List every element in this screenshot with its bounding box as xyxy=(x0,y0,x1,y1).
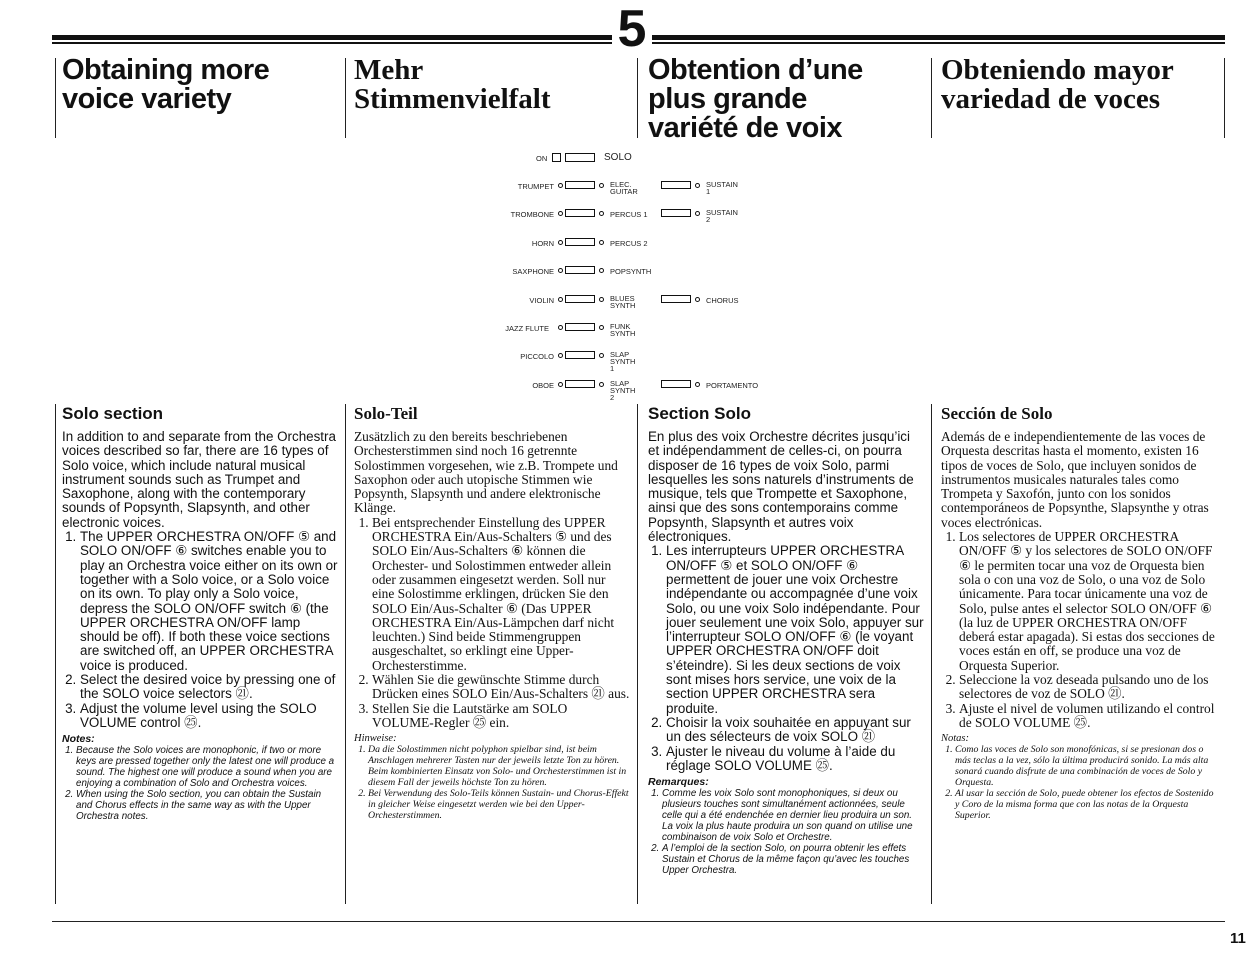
indicator-lamp xyxy=(695,211,700,216)
voice-label: TRUMPET xyxy=(517,182,554,191)
notes-heading: Notes: xyxy=(62,733,95,746)
voice-switch xyxy=(565,266,595,274)
step-item: 1. Les interrupteurs UPPER ORCHESTRA ON/OFF ⑤ et SOLO ON/OFF ⑥ permettent de jouer une voix Orchestre indépendante ou accompagnée d’une voix Solo, ou une voix Solo indépendante. Pour jouer seulement une voix Solo, appuyer sur l’interrupteur SOLO ON/OFF ⑥ (le voyant UPPER ORCHESTRA ON/OFF doit s’éteindre). Si les deux sections de voix sont mises hors service, une voix de la section UPPER ORCHESTRA sera produite. xyxy=(666,544,924,716)
steps-list xyxy=(941,530,1217,730)
step-item: 3. Stellen Sie die Lautstärke am SOLO VOLUME-Regler ㉕ ein. xyxy=(372,702,630,731)
step-item: 2. Select the desired voice by pressing one of the SOLO voice selectors ㉑. xyxy=(80,673,338,702)
voice-label: PICCOLO xyxy=(520,352,554,361)
note-item: 2. Bei Verwendung des Solo-Teils können Sustain- und Chorus-Effekt in gleicher Weise eingesetzt werden wie bei den Upper-Orchesterstimmen. xyxy=(368,788,630,821)
step-item: 1. Bei entsprechender Einstellung des UPPER ORCHESTRA Ein/Aus-Schalters ⑤ und des SOLO Ein/Aus-Schalters ⑥ können die Orchester- und Solostimmen entweder allein oder zusammen eingesetzt werden. Soll nur eine Solostimme erklingen, drücken Sie den SOLO Ein/Aus-Schalter ⑥ (Das UPPER ORCHESTRA Ein/Aus-Lämpchen darf nicht leuchten.) Sind beide Stimmengruppen ausgeschaltet, so erklingt eine Upper-Orchesterstimme. xyxy=(372,516,630,673)
title-line: Mehr xyxy=(354,54,424,86)
voice-label: OBOE xyxy=(532,381,554,390)
note-item: 2. Al usar la sección de Solo, puede obtener los efectos de Sostenido y Coro de la misma forma que con las notas de la Orquesta Superior. xyxy=(955,788,1217,821)
voice-label: BLUES SYNTH xyxy=(610,294,636,310)
voice-label: PERCUS 1 xyxy=(610,210,648,219)
section-heading: Solo-Teil xyxy=(354,404,418,423)
indicator-lamp xyxy=(695,183,700,188)
step-item: 3. Ajuste el nivel de volumen utilizando el control de SOLO VOLUME ㉕. xyxy=(959,702,1217,731)
effect-switch xyxy=(661,380,691,388)
column-fr xyxy=(648,404,924,876)
note-item: 1. Como las voces de Solo son monofónicas, si se presionan dos o más teclas a la vez, sólo la última producirá sonido. La más alta sonará cuando disfrute de una combinación de voces de Solo y Orquesta. xyxy=(955,744,1217,788)
title-line: voice variety xyxy=(62,83,232,115)
voice-switch xyxy=(565,351,595,359)
voice-label: PERCUS 2 xyxy=(610,239,648,248)
on-indicator xyxy=(552,153,561,162)
title-line: plus grande xyxy=(648,83,807,115)
section-heading: Sección de Solo xyxy=(941,404,1053,423)
notes-heading: Remarques: xyxy=(648,776,709,789)
effect-switch xyxy=(661,295,691,303)
notes-heading: Hinweise: xyxy=(354,733,397,745)
steps-list xyxy=(648,544,924,773)
note-item: 1. Comme les voix Solo sont monophoniques, si deux ou plusieurs touches sont simultanément actionnées, seule celle qui a été endenchée en dernier lieu produira un son. La voix la plus haute produira un son quand on utilise une combinaison de voix Solo et Orchestre. xyxy=(662,788,924,843)
indicator-lamp xyxy=(558,211,563,216)
voice-label: POPSYNTH xyxy=(610,267,652,276)
notes xyxy=(941,733,1217,821)
title-line: Obteniendo mayor xyxy=(941,54,1174,86)
effect-label: PORTAMENTO xyxy=(706,381,759,390)
voice-switch xyxy=(565,238,595,246)
effect-label: SUSTAIN 1 xyxy=(706,180,738,196)
title-es xyxy=(941,56,1221,114)
step-item: 1. The UPPER ORCHESTRA ON/OFF ⑤ and SOLO ON/OFF ⑥ switches enable you to play an Orchestra voice either on its own or together with a Solo voice, or a Solo voice on its own. To play only a Solo voice, depress the SOLO ON/OFF switch ⑥ (the UPPER ORCHESTRA ON/OFF lamp should be off). If both these voice sections are switched off, an UPPER ORCHESTRA voice is produced. xyxy=(80,530,338,673)
section-heading: Solo section xyxy=(62,404,164,423)
title-line: Obtention d’une xyxy=(648,54,863,86)
section-heading: Section Solo xyxy=(648,404,751,423)
column-rule xyxy=(55,58,56,138)
indicator-lamp xyxy=(695,297,700,302)
indicator-lamp xyxy=(599,240,604,245)
notes xyxy=(62,733,338,822)
effect-label: CHORUS xyxy=(706,296,739,305)
column-rule xyxy=(637,404,638,904)
voice-label: HORN xyxy=(531,239,554,248)
indicator-lamp xyxy=(599,325,604,330)
on-label: ON xyxy=(536,154,548,163)
note-item: 2. A l’emploi de la section Solo, on pourra obtenir les effets Sustain et Chorus de la même façon qu’avec les touches Upper Orchestra. xyxy=(662,843,924,876)
solo-label: SOLO xyxy=(604,152,632,163)
intro-text: Además de e independientemente de las voces de Orquesta descritas hasta el momento, existen 16 tipos de voces de Solo, que incluyen sonidos de instrumentos musicales naturales tales como Trompeta y Saxofón, junto con los sonidos contemporáneos de Popsynthe, Slapsynthe y otras voces electrónicas. xyxy=(941,429,1209,530)
note-item: 1. Because the Solo voices are monophonic, if two or more keys are pressed together only the latest one will produce a sound. The highest one will produce a sound when you are enjoying a combination of Solo and Orchestra voices. xyxy=(76,745,338,789)
step-item: 2. Choisir la voix souhaitée en appuyant sur un des sélecteurs de voix SOLO ㉑ xyxy=(666,716,924,745)
indicator-lamp xyxy=(558,268,563,273)
voice-label: TROMBONE xyxy=(510,210,554,219)
voice-switch xyxy=(565,380,595,388)
effect-switch xyxy=(661,209,691,217)
column-rule xyxy=(1224,58,1225,138)
voice-label: JAZZ FLUTE xyxy=(505,324,549,333)
column-rule xyxy=(345,58,346,138)
column-rule xyxy=(345,404,346,904)
note-item: 2. When using the Solo section, you can obtain the Sustain and Chorus effects in the same way as with the Upper Orchestra notes. xyxy=(76,789,338,822)
solo-switch xyxy=(565,153,595,162)
effect-label: SUSTAIN 2 xyxy=(706,208,738,224)
indicator-lamp xyxy=(599,268,604,273)
indicator-lamp xyxy=(599,211,604,216)
solo-panel-diagram xyxy=(500,148,800,402)
title-fr xyxy=(648,56,928,143)
column-en xyxy=(62,404,338,822)
notes-heading: Notas: xyxy=(941,733,970,745)
title-line: Stimmenvielfalt xyxy=(354,83,551,115)
column-es xyxy=(941,404,1217,821)
notes xyxy=(648,776,924,876)
column-rule xyxy=(55,404,56,904)
indicator-lamp xyxy=(599,297,604,302)
steps-list xyxy=(62,530,338,730)
indicator-lamp xyxy=(558,325,563,330)
voice-label: FUNK SYNTH xyxy=(610,322,636,338)
voice-switch xyxy=(565,181,595,189)
note-item: 1. Da die Solostimmen nicht polyphon spielbar sind, ist beim Anschlagen mehrerer Tasten nur der jeweils letzte Ton zu hören. Beim kombinierten Einsatz von Solo- und Orchesterstimmen ist in diesem Fall der jeweils höchste Ton zu hören. xyxy=(368,744,630,788)
indicator-lamp xyxy=(599,353,604,358)
voice-label: SLAP SYNTH 1 xyxy=(610,350,636,373)
title-line: variété de voix xyxy=(648,112,842,144)
footer-rule xyxy=(52,921,1225,922)
indicator-lamp xyxy=(599,382,604,387)
voice-label: VIOLIN xyxy=(529,296,554,305)
column-rule xyxy=(637,58,638,138)
indicator-lamp xyxy=(695,382,700,387)
title-de xyxy=(354,56,634,114)
steps-list xyxy=(354,516,630,730)
step-item: 3. Ajuster le niveau du volume à l’aide du réglage SOLO VOLUME ㉕. xyxy=(666,745,924,774)
indicator-lamp xyxy=(558,183,563,188)
page-number: 11 xyxy=(1230,930,1246,947)
chapter-number: 5 xyxy=(612,6,652,52)
title-line: variedad de voces xyxy=(941,83,1161,115)
voice-label: SLAP SYNTH 2 xyxy=(610,379,636,402)
column-rule xyxy=(931,58,932,138)
voice-switch xyxy=(565,295,595,303)
column-de xyxy=(354,404,630,821)
step-item: 3. Adjust the volume level using the SOLO VOLUME control ㉕. xyxy=(80,702,338,731)
indicator-lamp xyxy=(558,240,563,245)
intro-text: Zusätzlich zu den bereits beschriebenen Orchesterstimmen sind noch 16 getrennte Solostimmen vorgesehen, wie z.B. Trompete und Saxophon oder auch utopische Stimmen wie Popsynth, Slapsynth und andere elektronische Klänge. xyxy=(354,429,618,516)
intro-text: En plus des voix Orchestre décrites jusqu’ici et indépendamment de celles-ci, on pourra disposer de 16 types de voix Solo, parmi lesquelles les sons naturels d’instruments de musique, tels que Trompette et Saxophone, ainsi que des sons contemporains comme Popsynth, Slapsynth et autres voix électroniques. xyxy=(648,429,914,545)
voice-label: ELEC. GUITAR xyxy=(610,180,638,196)
effect-switch xyxy=(661,181,691,189)
step-item: 2. Seleccione la voz deseada pulsando uno de los selectores de voz de SOLO ㉑. xyxy=(959,673,1217,702)
intro-text: In addition to and separate from the Orchestra voices described so far, there are 16 types of Solo voice, which include natural musical instrument sounds such as Trumpet and Saxophone, along with the contemporary sounds of Popsynth, Slapsynth, and other electronic voices. xyxy=(62,429,336,530)
indicator-lamp xyxy=(558,297,563,302)
voice-label: SAXPHONE xyxy=(512,267,554,276)
notes xyxy=(354,733,630,821)
step-item: 1. Los selectores de UPPER ORCHESTRA ON/OFF ⑤ y los selectores de SOLO ON/OFF ⑥ le permiten tocar una voz de Orquesta bien sola o con una voz de Solo, o una voz de Solo únicamente. Para tocar únicamente una voz de Solo, pulse antes el selector SOLO ON/OFF ⑥ (la luz de UPPER ORCHESTRA ON/OFF deberá estar apagada). Si estas dos secciones de voces están en off, se produce una voz de Orquesta Superior. xyxy=(959,530,1217,673)
voice-switch xyxy=(565,323,595,331)
column-rule xyxy=(931,404,932,904)
step-item: 2. Wählen Sie die gewünschte Stimme durch Drücken eines SOLO Ein/Aus-Schalters ㉑ aus. xyxy=(372,673,630,702)
indicator-lamp xyxy=(599,183,604,188)
voice-switch xyxy=(565,209,595,217)
title-en xyxy=(62,56,342,114)
indicator-lamp xyxy=(558,353,563,358)
title-line: Obtaining more xyxy=(62,54,270,86)
indicator-lamp xyxy=(558,382,563,387)
